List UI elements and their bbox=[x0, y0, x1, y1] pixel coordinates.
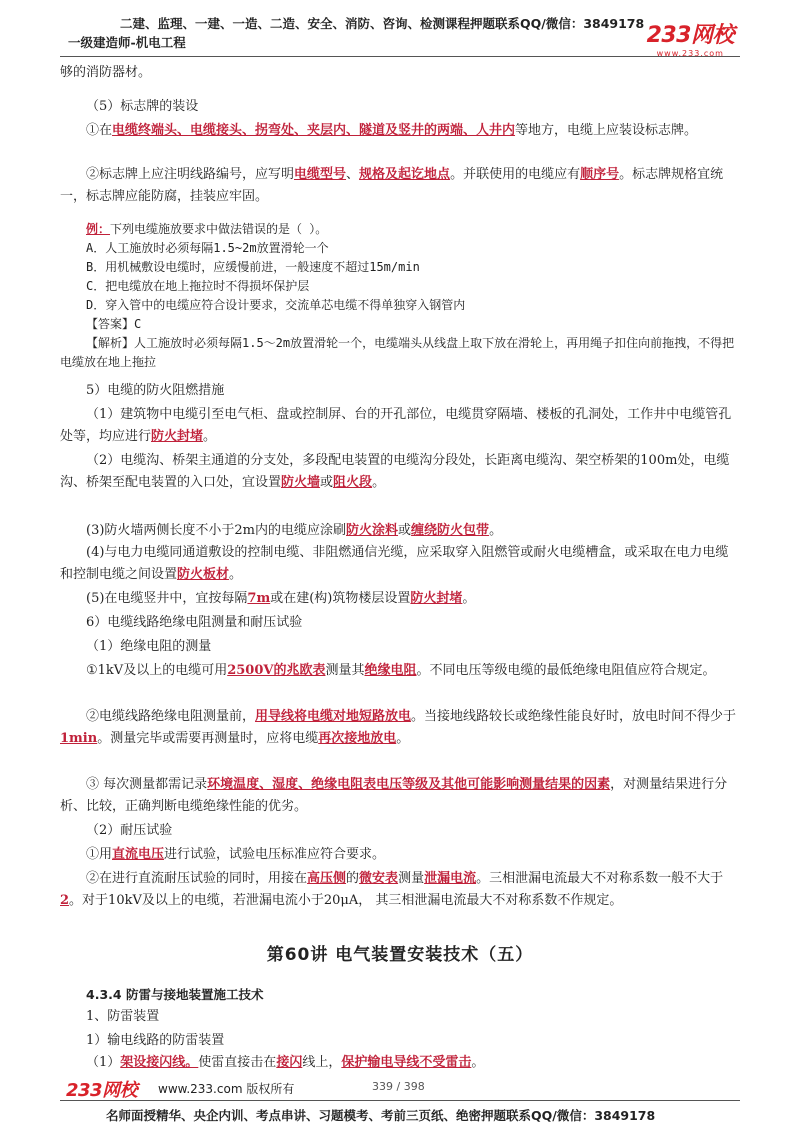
header-divider bbox=[60, 56, 740, 57]
page-number: 339 / 398 bbox=[372, 1080, 425, 1093]
footer-logo-text: 233网校 bbox=[66, 1080, 138, 1101]
paragraph: ③ 每次测量都需记录环境温度、湿度、绝缘电阻表电压等级及其他可能影响测量结果的因素，对测量结果进行分析、比较，正确判断电缆绝缘性能的优劣。 bbox=[60, 777, 728, 814]
heading-fire: 5）电缆的防火阻燃措施 bbox=[86, 383, 225, 398]
logo-url: www.233.com bbox=[656, 49, 724, 58]
paragraph: ①用直流电压进行试验，试验电压标准应符合要求。 bbox=[86, 847, 386, 862]
paragraph: ②电缆线路绝缘电阻测量前，用导线将电缆对地短路放电。当接地线路较长或绝缘性能良好时，放电时间不得少于1min。测量完毕或需要再测量时，应将电缆再次接地放电。 bbox=[60, 709, 737, 746]
paragraph: ②标志牌上应注明线路编号，应写明电缆型号、规格及起讫地点。并联使用的电缆应有顺序号。标志牌规格宜统一，标志牌应能防腐，挂装应牢固。 bbox=[60, 167, 724, 204]
paragraph: （2）电缆沟、桥架主通道的分支处，多段配电装置的电缆沟分段处，长距离电缆沟、架空桥架的100m处，电缆沟、桥架至配电装置的入口处，宜设置防火墙或阻火段。 bbox=[60, 453, 730, 490]
paragraph: (4)与电力电缆同通道敷设的控制电缆、非阻燃通信光缆，应采取穿入阻燃管或耐火电缆槽盒，或采取在电力电缆和控制电缆之间设置防火板材。 bbox=[60, 545, 729, 582]
heading-insulation: （1）绝缘电阻的测量 bbox=[86, 639, 212, 654]
footer-bottom-text: 名师面授精华、央企内训、考点串讲、习题模考、考前三页纸、绝密押题联系QQ/微信：3849178 bbox=[106, 1108, 656, 1123]
paragraph: ②在进行直流耐压试验的同时，用接在高压侧的微安表测量泄漏电流。三相泄漏电流最大不对称系数一般不大于2。对于10kV及以上的电缆，若泄漏电流小于20μA， 其三相泄漏电流最大不对称系数不作规定。 bbox=[60, 871, 724, 908]
paragraph: ①1kV及以上的电缆可用2500V的兆欧表测量其绝缘电阻。不同电压等级电缆的最低绝缘电阻值应符合规定。 bbox=[86, 663, 716, 678]
example-label: 例： bbox=[86, 222, 111, 236]
analysis: 【解析】人工施放时必须每隔1.5～2m放置滑轮一个，电缆端头从线盘上取下放在滑轮上，再用绳子扣住向前拖拽，不得把电缆放在地上拖拉 bbox=[60, 336, 735, 369]
subheading: 1）输电线路的防雷装置 bbox=[86, 1033, 225, 1048]
heading-test: 6）电缆线路绝缘电阻测量和耐压试验 bbox=[86, 615, 303, 630]
header-top-text: 二建、监理、一建、一造、二造、安全、消防、咨询、检测课程押题联系QQ/微信：3849178 bbox=[120, 16, 645, 31]
heading-withstand: （2）耐压试验 bbox=[86, 823, 173, 838]
heading-sign: （5）标志牌的装设 bbox=[86, 99, 199, 114]
paragraph: （1）架设接闪线。使雷直接击在接闪线上，保护输电导线不受雷击。 bbox=[86, 1055, 485, 1070]
paragraph: (3)防火墙两侧长度不小于2m内的电缆应涂刷防火涂料或缠绕防火包带。 bbox=[86, 523, 503, 538]
option-a: A．人工施放时必须每隔1.5~2m放置滑轮一个 bbox=[86, 241, 329, 255]
logo-text: 233网校 bbox=[646, 23, 734, 48]
option-b: B．用机械敷设电缆时，应缓慢前进，一般速度不超过15m/min bbox=[86, 260, 420, 274]
paragraph: (5)在电缆竖井中，宜按每隔7m或在建(构)筑物楼层设置防火封堵。 bbox=[86, 591, 476, 606]
paragraph: 够的消防器材。 bbox=[60, 65, 152, 80]
brand-logo[interactable] bbox=[647, 18, 734, 58]
footer-copyright: www.233.com 版权所有 bbox=[158, 1082, 295, 1096]
answer: 【答案】C bbox=[86, 317, 142, 331]
document-subtitle: 一级建造师-机电工程 bbox=[68, 35, 186, 50]
example-block: 例：下列电缆施放要求中做法错误的是（ ）。 A．人工施放时必须每隔1.5~2m放置滑轮一个 B．用机械敷设电缆时，应缓慢前进，一般速度不超过15m/min C．把电缆放在地上拖拉时不得损坏保护层 D．穿入管中的电缆应符合设计要求，交流单芯电缆不得单独穿入钢管内 【答案】C 【解析】人工施放时必须每隔1.5～2m放置滑轮一个，电缆端头从线盘上取下放在滑轮上，再用绳子扣住向前拖拽，不得把电缆放在地上拖拉 bbox=[60, 220, 740, 372]
paragraph: ①在电缆终端头、电缆接头、拐弯处、夹层内、隧道及竖井的两端、人井内等地方，电缆上应装设标志牌。 bbox=[86, 123, 698, 138]
footer-logo[interactable] bbox=[66, 1076, 137, 1102]
paragraph: （1）建筑物中电缆引至电气柜、盘或控制屏、台的开孔部位，电缆贯穿隔墙、楼板的孔洞处，工作井中电缆管孔处等，均应进行防火封堵。 bbox=[60, 407, 732, 444]
lecture-title: 第60讲 电气装置安装技术（五） bbox=[266, 945, 534, 965]
option-c: C．把电缆放在地上拖拉时不得损坏保护层 bbox=[86, 279, 310, 293]
footer-divider bbox=[60, 1100, 740, 1101]
section-heading: 4.3.4 防雷与接地装置施工技术 bbox=[86, 987, 264, 1002]
option-d: D．穿入管中的电缆应符合设计要求，交流单芯电缆不得单独穿入钢管内 bbox=[86, 298, 466, 312]
subheading: 1、防雷装置 bbox=[86, 1009, 160, 1024]
